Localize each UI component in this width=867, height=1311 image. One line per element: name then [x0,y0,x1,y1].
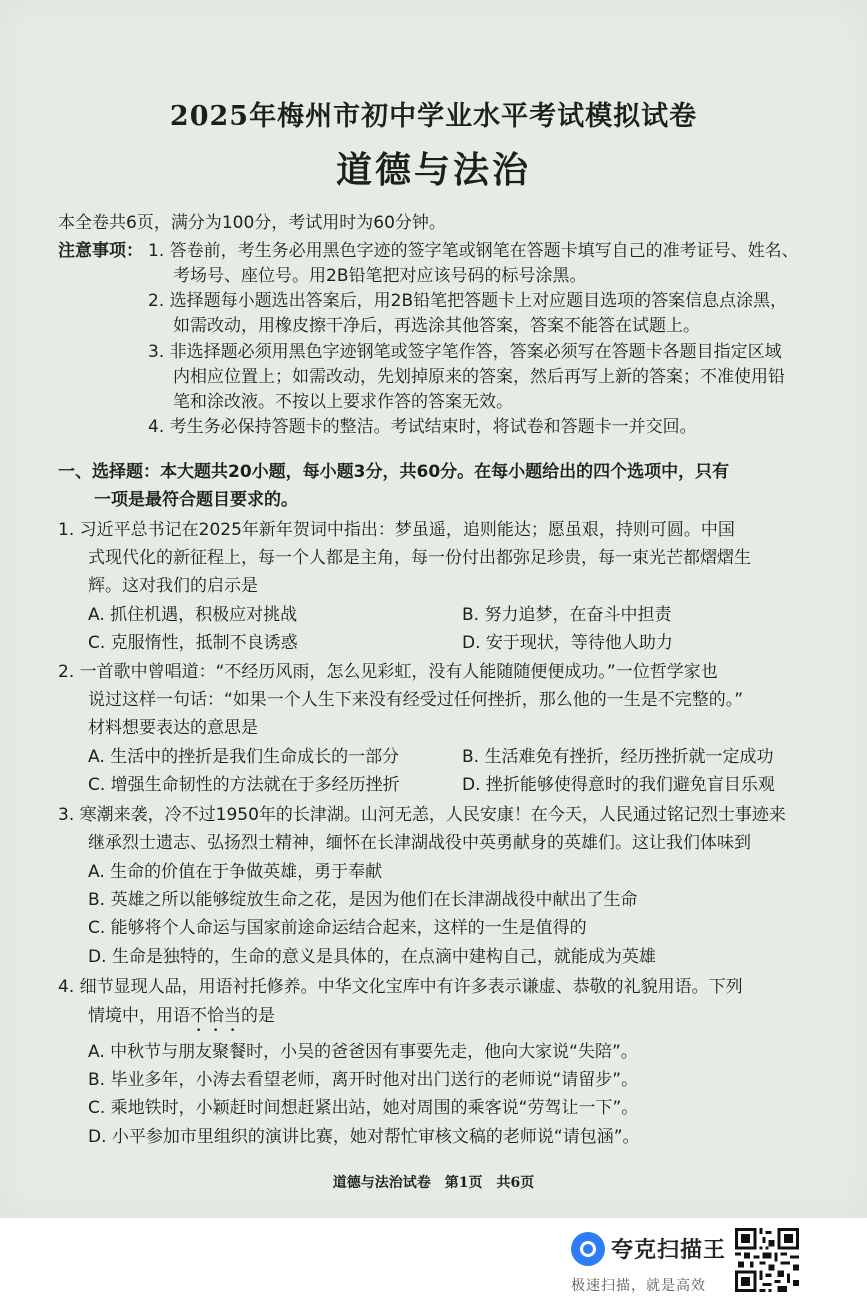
question-3-option-c: C. 能够将个人命运与国家前途命运结合起来，这样的一生是值得的 [88,918,587,938]
notice-line: 笔和涂改液。不按以上要求作答的答案无效。 [173,392,513,412]
question-2-option-b: B. 生活难免有挫折，经历挫折就一定成功 [462,747,774,767]
quark-logo-icon [571,1232,605,1266]
question-2-option-c: C. 增强生命韧性的方法就在于多经历挫折 [88,775,400,795]
question-4-text [88,1005,275,1036]
question-2-text: 2. 一首歌中曾唱道：“不经历风雨，怎么见彩虹，没有人能随随便便成功。”一位哲学家也 [58,662,718,682]
notice-line: 4. 考生务必保持答题卡的整洁。考试结束时，将试卷和答题卡一并交回。 [148,417,697,437]
notice-line: 如需改动，用橡皮擦干净后，再选涂其他答案，答案不能答在试题上。 [173,316,700,336]
question-4-option-b: B. 毕业多年，小涛去看望老师，离开时他对出门送行的老师说“请留步”。 [88,1070,639,1090]
question-4-text-post: 的是 [241,1006,275,1026]
exam-intro: 本全卷共6页，满分为100分，考试用时为60分钟。 [58,213,446,233]
question-3-text: 继承烈士遗志、弘扬烈士精神，缅怀在长津湖战役中英勇献身的英雄们。这让我们体味到 [88,833,751,853]
question-4-text: 4. 细节显现人品，用语衬托修养。中华文化宝库中有许多表示谦虚、恭敬的礼貌用语。下列 [58,977,743,997]
question-2-text: 材料想要表达的意思是 [88,718,258,738]
qr-code-icon [735,1228,799,1292]
question-1-text: 辉。这对我们的启示是 [88,576,258,596]
notice-line: 1. 答卷前，考生务必用黑色字迹的签字笔或钢笔在答题卡填写自己的准考证号、姓名、 [148,241,799,261]
question-3-text: 3. 寒潮来袭，冷不过1950年的长津湖。山河无恙，人民安康！在今天，人民通过铭记烈士事迹来 [58,805,786,825]
question-2-option-a: A. 生活中的挫折是我们生命成长的一部分 [88,747,400,767]
question-1-option-b: B. 努力追梦，在奋斗中担责 [462,605,672,625]
question-4-option-a: A. 中秋节与朋友聚餐时，小吴的爸爸因有事要先走，他向大家说“失陪”。 [88,1042,638,1062]
question-1-text: 1. 习近平总书记在2025年新年贺词中指出：梦虽遥，追则能达；愿虽艰，持则可圆。中国 [58,520,735,540]
notice-line: 3. 非选择题必须用黑色字迹钢笔或签字笔作答，答案必须写在答题卡各题目指定区域 [148,342,782,362]
exam-title: 2025年梅州市初中学业水平考试模拟试卷 [169,101,698,132]
section-heading: 一、选择题：本大题共20小题，每小题3分，共60分。在每小题给出的四个选项中，只有 [58,462,730,482]
emphasis-not-appropriate: 不恰当 [190,1006,241,1026]
scanner-slogan: 极速扫描，就是高效 [571,1278,706,1294]
question-3-option-a: A. 生命的价值在于争做英雄，勇于奉献 [88,862,383,882]
scanner-app-name: 夸克扫描王 [611,1238,727,1263]
question-1-option-c: C. 克服惰性，抵制不良诱惑 [88,633,298,653]
question-2-text: 说过这样一句话：“如果一个人生下来没有经受过任何挫折，那么他的一生是不完整的。” [88,690,744,710]
question-4-option-d: D. 小平参加市里组织的演讲比赛，她对帮忙审核文稿的老师说“请包涵”。 [88,1127,640,1147]
question-3-option-b: B. 英雄之所以能够绽放生命之花，是因为他们在长津湖战役中献出了生命 [88,890,638,910]
section-heading-cont: 一项是最符合题目要求的。 [94,490,298,510]
question-3-option-d: D. 生命是独特的，生命的意义是具体的，在点滴中建构自己，就能成为英雄 [88,947,656,967]
page-footer: 道德与法治试卷 第1页 共6页 [332,1175,535,1191]
question-1-text: 式现代化的新征程上，每一个人都是主角，每一份付出都弥足珍贵，每一束光芒都熠熠生 [88,548,751,568]
question-4-option-c: C. 乘地铁时，小颖赶时间想赶紧出站，她对周围的乘客说“劳驾让一下”。 [88,1098,639,1118]
question-1-option-d: D. 安于现状，等待他人助力 [462,633,673,653]
question-2-option-d: D. 挫折能够使得意时的我们避免盲目乐观 [462,775,775,795]
notice-line: 内相应位置上；如需改动，先划掉原来的答案，然后再写上新的答案；不准使用铅 [173,367,785,387]
question-4-text-pre: 情境中，用语 [88,1006,190,1026]
notice-label: 注意事项： [58,241,143,261]
notice-line: 考场号、座位号。用2B铅笔把对应该号码的标号涂黑。 [173,266,587,286]
question-1-option-a: A. 抓住机遇，积极应对挑战 [88,605,298,625]
subject-title: 道德与法治 [335,149,531,191]
notice-line: 2. 选择题每小题选出答案后，用2B铅笔把答题卡上对应题目选项的答案信息点涂黑， [148,291,788,311]
